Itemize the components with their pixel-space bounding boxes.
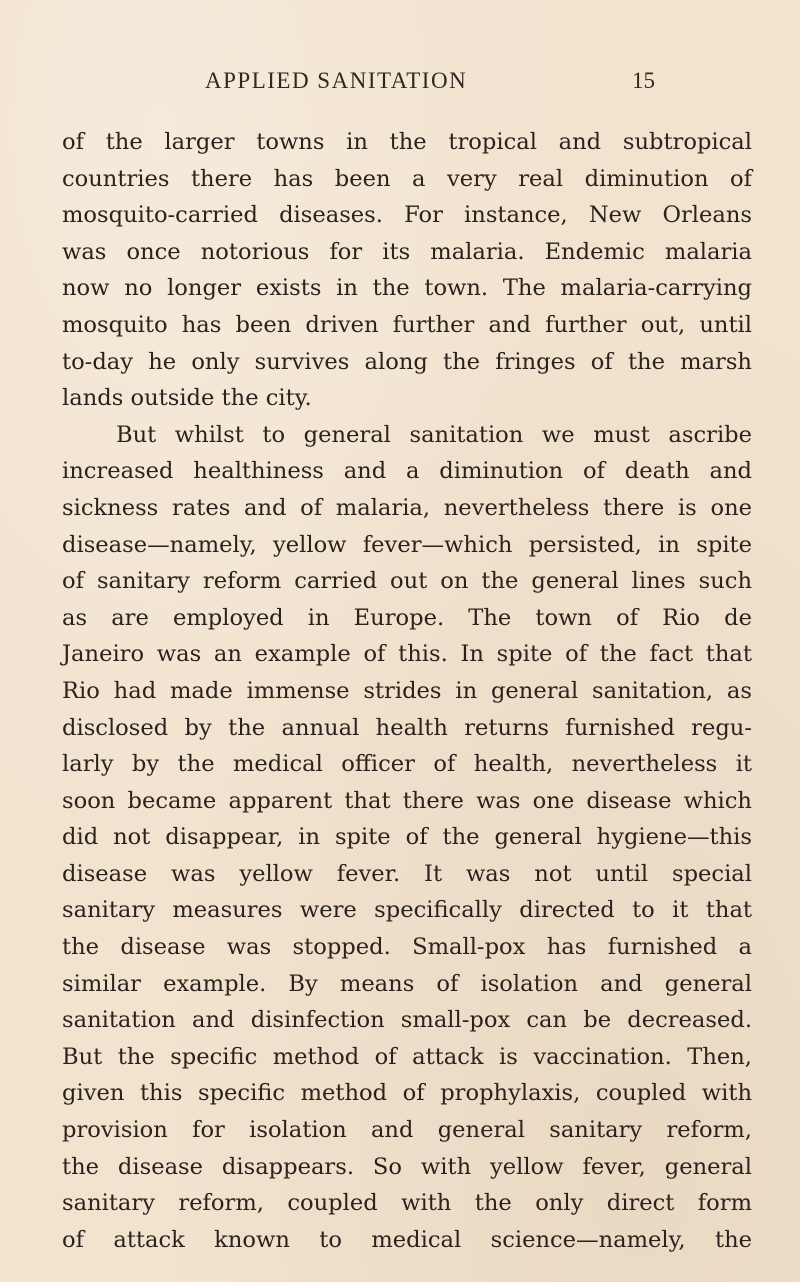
text-line: disclosed by the annual health returns furnished regu- bbox=[62, 714, 752, 741]
text-line: the disease disappears. So with yellow fever, general bbox=[62, 1153, 752, 1180]
text-line: larly by the medical officer of health, nevertheless it bbox=[62, 751, 752, 778]
page-number: 15 bbox=[632, 68, 655, 93]
text-line: sickness rates and of malaria, nevertheless there is one bbox=[62, 494, 752, 521]
text-line: sanitary measures were specifically directed to it that bbox=[62, 897, 752, 924]
body-text bbox=[62, 124, 752, 1258]
text-line: now no longer exists in the town. The malaria-carrying bbox=[62, 275, 752, 302]
text-line: to-day he only survives along the fringes of the marsh bbox=[62, 348, 752, 375]
text-line: of sanitary reform carried out on the general lines such bbox=[62, 568, 752, 595]
text-line: as are employed in Europe. The town of Rio de bbox=[62, 604, 752, 631]
text-line: of attack known to medical science—namely, the bbox=[62, 1226, 752, 1253]
text-line: But the specific method of attack is vaccination. Then, bbox=[62, 1043, 752, 1070]
text-line: did not disappear, in spite of the general hygiene—this bbox=[62, 824, 752, 851]
text-line: sanitary reform, coupled with the only direct form bbox=[62, 1190, 752, 1217]
text-line: was once notorious for its malaria. Endemic malaria bbox=[62, 238, 752, 265]
running-head-title: APPLIED SANITATION bbox=[205, 68, 468, 93]
text-line: mosquito has been driven further and further out, until bbox=[62, 311, 752, 338]
text-line: similar example. By means of isolation and general bbox=[62, 970, 752, 997]
text-line: disease—namely, yellow fever—which persisted, in spite bbox=[62, 531, 752, 558]
paragraph-first-line: But whilst to general sanitation we must ascribe bbox=[116, 421, 752, 448]
text-line: increased healthiness and a diminution of death and bbox=[62, 458, 752, 485]
text-line: Janeiro was an example of this. In spite of the fact that bbox=[62, 641, 752, 668]
text-line: lands outside the city. bbox=[62, 385, 312, 412]
text-line: sanitation and disinfection small-pox can be decreased. bbox=[62, 1007, 752, 1034]
text-line: disease was yellow fever. It was not until special bbox=[62, 860, 752, 887]
text-line: soon became apparent that there was one disease which bbox=[62, 787, 752, 814]
text-line: of the larger towns in the tropical and subtropical bbox=[62, 129, 752, 155]
text-line: provision for isolation and general sanitary reform, bbox=[62, 1117, 752, 1144]
text-line: the disease was stopped. Small-pox has furnished a bbox=[62, 934, 752, 961]
text-line: countries there has been a very real diminution of bbox=[62, 165, 752, 192]
text-line: given this specific method of prophylaxis, coupled with bbox=[62, 1080, 752, 1107]
text-line: mosquito-carried diseases. For instance, New Orleans bbox=[62, 202, 752, 229]
text-line: Rio had made immense strides in general sanitation, as bbox=[62, 677, 752, 704]
